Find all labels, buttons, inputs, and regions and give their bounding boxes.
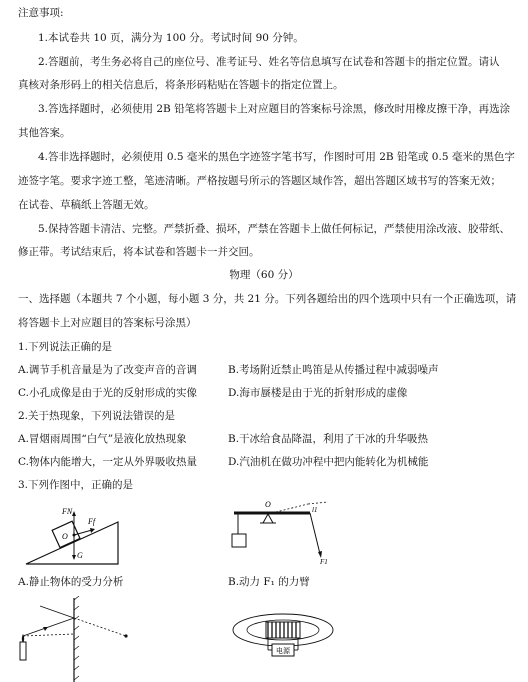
notice-item-1: 1.本试卷共 10 页，满分为 100 分。考试时间 90 分钟。 [38, 32, 304, 44]
notice-item-4-line-1: 4.答非选择题时，必须使用 0.5 毫米的黑色字迹签字笔书写，作图时可用 2B 铅笔或 0.5 毫米的黑色字 [38, 151, 515, 163]
notice-item-5-line-1: 5.保持答题卡清洁、完整。严禁折叠、损坏，严禁在答题卡上做任何标记，严禁使用涂改液、胶带纸、 [38, 223, 511, 235]
question-1-option-c: C.小孔成像是由于光的反射形成的实像 [18, 387, 197, 399]
question-1-option-a: A.调节手机音量是为了改变声音的音调 [18, 364, 197, 376]
part1-intro-line-2: 将答题卡上对应题目的答案标号涂黑） [18, 317, 197, 329]
question-2-option-b: B.干冰给食品降温，利用了干冰的升华吸热 [228, 433, 429, 445]
question-3-option-a: A.静止物体的受力分析 [18, 576, 124, 588]
question-2-option-a: A.冒烟雨周围“白气”是液化放热现象 [18, 433, 187, 445]
figure-b-label-f1: F1 [320, 558, 328, 566]
question-2-option-c: C.物体内能增大，一定从外界吸收热量 [18, 456, 197, 468]
figure-b-lever-diagram [224, 498, 334, 570]
question-1-option-b: B.考场附近禁止鸣笛是从传播过程中减弱噪声 [228, 364, 439, 376]
section-title: 物理（60 分） [229, 269, 299, 281]
figure-b-label-o: O [265, 500, 271, 509]
figure-c-mirror-diagram [14, 596, 134, 682]
notice-heading: 注意事项: [18, 7, 64, 19]
question-2-stem: 2.关于热现象，下列说法错误的是 [18, 410, 176, 422]
figure-a-incline-diagram [22, 502, 122, 570]
question-1-stem: 1.下列说法正确的是 [18, 341, 113, 353]
notice-item-3-line-2: 其他答案。 [18, 127, 71, 139]
question-1-option-d: D.海市蜃楼是由于光的折射形成的虚像 [228, 387, 408, 399]
question-2-option-d: D.汽油机在做功冲程中把内能转化为机械能 [228, 456, 429, 468]
figure-b-label-l1: l1 [312, 506, 318, 514]
notice-item-2-line-2: 真核对条形码上的相关信息后，将条形码粘贴在答题卡的指定位置上。 [18, 79, 344, 91]
notice-item-4-line-3: 在试卷、草稿纸上答题无效。 [18, 199, 155, 211]
notice-item-5-line-2: 修正带。考试结束后，将本试卷和答题卡一并交回。 [18, 246, 260, 258]
figure-a-label-g: G [77, 551, 83, 560]
part1-intro-line-1: 一、选择题（本题共 7 个小题，每小题 3 分，共 21 分。下列各题给出的四个选项中只有一个正确选项，请 [18, 293, 517, 305]
notice-item-4-line-2: 迹签字笔。要求字迹工整，笔迹清晰。严格按题号所示的答题区域作答，超出答题区域书写的答案无效； [18, 175, 501, 187]
figure-a-label-fn: FN [62, 507, 73, 516]
figure-a-label-ff: Ff [88, 517, 96, 526]
notice-item-2-line-1: 2.答题前，考生务必将自己的座位号、准考证号、姓名等信息填写在试卷和答题卡的指定位置。请认 [38, 56, 500, 68]
figure-d-label-power: 电源 [276, 647, 290, 655]
figure-a-label-o: O [62, 532, 68, 541]
notice-item-3-line-1: 3.答选择题时，必须使用 2B 铅笔将答题卡上对应题目的答案标号涂黑，修改时用橡皮擦干净，再选涂 [38, 103, 511, 115]
figure-d-solenoid-diagram [228, 600, 338, 682]
question-3-stem: 3.下列作图中，正确的是 [18, 479, 134, 491]
question-3-option-b: B.动力 F₁ 的力臂 [228, 576, 310, 588]
